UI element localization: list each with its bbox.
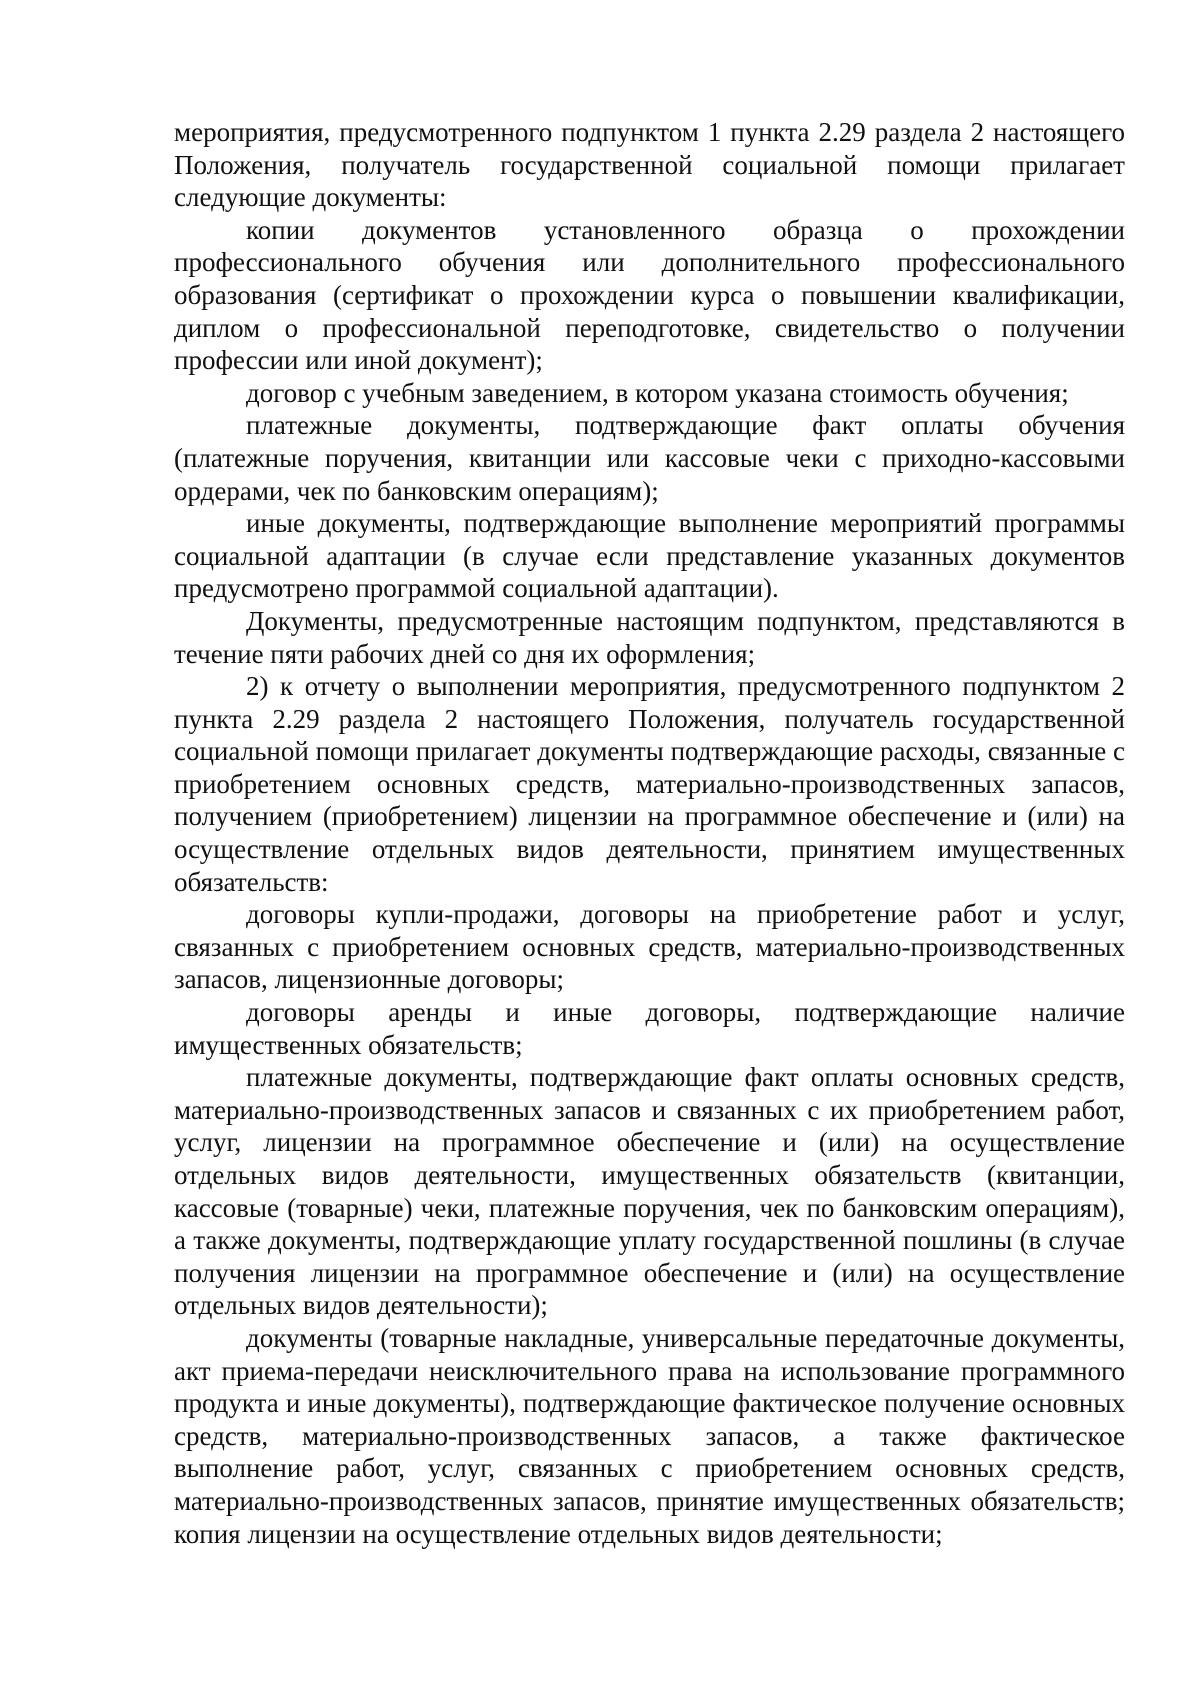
paragraph: договоры аренды и иные договоры, подтверждающие наличие имущественных обязательств; (174, 997, 1125, 1060)
paragraph: документы (товарные накладные, универсальные передаточные документы, акт приема-передачи неисключительного права на использование программного продукта и иные документы), подтверждающие фактическое получение основных средств, материально-производственных запасов, а также фактическое выполнение работ, услуг, связанных с приобретением основных средств, материально-производственных запасов, принятие имущественных обязательств; копия лицензии на осуществление отдельных видов деятельности; (174, 1322, 1125, 1549)
paragraph: Документы, предусмотренные настоящим подпунктом, представляются в течение пяти рабочих дней со дня их оформления; (174, 605, 1125, 669)
document-body (174, 116, 1125, 1550)
paragraph: 2) к отчету о выполнении мероприятия, предусмотренного подпунктом 2 пункта 2.29 раздела 2 настоящего Положения, получатель государственной социальной помощи прилагает документы подтверждающие расходы, связанные с приобретением основных средств, материально-производственных запасов, получением (приобретением) лицензии на программное обеспечение и (или) на осуществление отдельных видов деятельности, принятием имущественных обязательств: (174, 671, 1125, 897)
paragraph: иные документы, подтверждающие выполнение мероприятий программы социальной адаптации (в случае если представление указанных документов предусмотрено программой социальной адаптации). (174, 508, 1125, 604)
paragraph: копии документов установленного образца о прохождении профессионального обучения или дополнительного профессионального образования (сертификат о прохождении курса о повышении квалификации, диплом о профессиональной переподготовке, свидетельство о получении профессии или иной документ); (174, 214, 1125, 376)
paragraph: мероприятия, предусмотренного подпунктом 1 пункта 2.29 раздела 2 настоящего Положения, получатель государственной социальной помощи прилагает следующие документы: (174, 117, 1125, 213)
paragraph: договоры купли-продажи, договоры на приобретение работ и услуг, связанных с приобретением основных средств, материально-производственных запасов, лицензионные договоры; (174, 899, 1125, 995)
paragraph: договор с учебным заведением, в котором указана стоимость обучения; (246, 377, 1069, 408)
paragraph: платежные документы, подтверждающие факт оплаты обучения (платежные поручения, квитанции или кассовые чеки с приходно-кассовыми ордерами, чек по банковским операциям); (174, 410, 1125, 506)
paragraph: платежные документы, подтверждающие факт оплаты основных средств, материально-производственных запасов и связанных с их приобретением работ, услуг, лицензии на программное обеспечение и (или) на осуществление отдельных видов деятельности, имущественных обязательств (квитанции, кассовые (товарные) чеки, платежные поручения, чек по банковским операциям), а также документы, подтверждающие уплату государственной пошлины (в случае получения лицензии на программное обеспечение и (или) на осуществление отдельных видов деятельности); (174, 1062, 1125, 1321)
